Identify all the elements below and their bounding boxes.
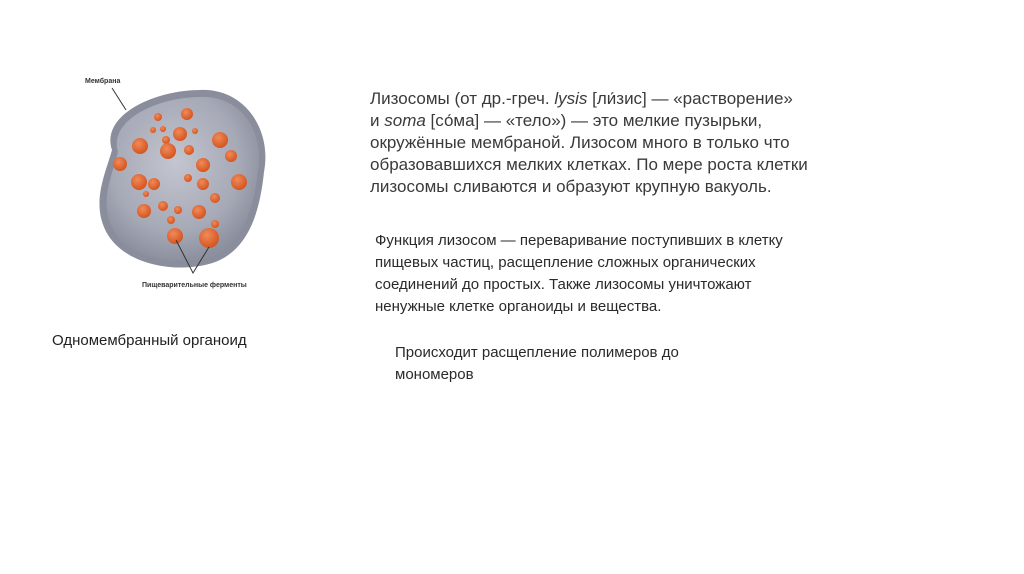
enzyme-granule (174, 206, 182, 214)
enzyme-granule (184, 174, 192, 182)
enzyme-granule (212, 132, 228, 148)
function-line-1: Функция лизосом — переваривание поступивших в клетку (375, 232, 783, 249)
enzyme-granule (167, 228, 183, 244)
enzyme-granule (211, 220, 219, 228)
definition-line-4: образовавшихся мелких клетках. По мере роста клетки (370, 155, 808, 174)
enzyme-granule (113, 157, 127, 171)
function-line-2: пищевых частиц, расщепление сложных органических (375, 254, 756, 271)
enzyme-granule (143, 191, 149, 197)
enzyme-granule (231, 174, 247, 190)
definition-text: [со́ма] — «тело») — это мелкие пузырьки, (425, 111, 763, 130)
enzymes-label: Пищеварительные ферменты (142, 282, 247, 289)
greek-term-lysis: lysis (554, 89, 588, 108)
enzyme-granule (192, 128, 198, 134)
lysosome-illustration (60, 60, 310, 310)
membrane-label: Мембрана (85, 78, 121, 85)
enzyme-granule (181, 108, 193, 120)
enzyme-granule (192, 205, 206, 219)
lysosome-diagram (60, 60, 310, 310)
enzyme-granule (154, 113, 162, 121)
enzyme-granule (197, 178, 209, 190)
enzyme-granule (196, 158, 210, 172)
process-line-1: Происходит расщепление полимеров до (395, 344, 679, 361)
enzyme-granule (199, 228, 219, 248)
enzyme-granule (210, 193, 220, 203)
function-line-3: соединений до простых. Также лизосомы уничтожают (375, 276, 752, 293)
enzyme-granule (162, 136, 170, 144)
definition-line-3: окружённые мембраной. Лизосом много в только что (370, 133, 790, 152)
definition-line-1 (370, 88, 890, 110)
enzyme-granule (184, 145, 194, 155)
enzyme-granule (173, 127, 187, 141)
enzyme-granule (131, 174, 147, 190)
definition-line-2 (370, 110, 890, 132)
enzyme-granule (167, 216, 175, 224)
enzyme-granule (132, 138, 148, 154)
organelle-type-caption: Одномембранный органоид (52, 332, 247, 349)
definition-text: [ли́зис] — «растворение» (587, 89, 793, 108)
process-line-2: мономеров (395, 366, 474, 383)
definition-text: и (370, 111, 385, 130)
greek-term-soma: soma (384, 111, 426, 130)
enzyme-granule (137, 204, 151, 218)
enzyme-granule (160, 126, 166, 132)
enzyme-granule (148, 178, 160, 190)
lysosome-definition (370, 88, 890, 198)
polymer-breakdown-note (395, 342, 775, 386)
enzyme-granule (158, 201, 168, 211)
function-line-4: ненужные клетке органоиды и вещества. (375, 298, 662, 315)
enzyme-granule (225, 150, 237, 162)
enzyme-granule (150, 127, 156, 133)
membrane-pointer (112, 88, 126, 110)
enzyme-granule (160, 143, 176, 159)
definition-line-5: лизосомы сливаются и образуют крупную вакуоль. (370, 177, 772, 196)
definition-text: Лизосомы (от др.-греч. (370, 89, 555, 108)
lysosome-function (375, 230, 855, 318)
